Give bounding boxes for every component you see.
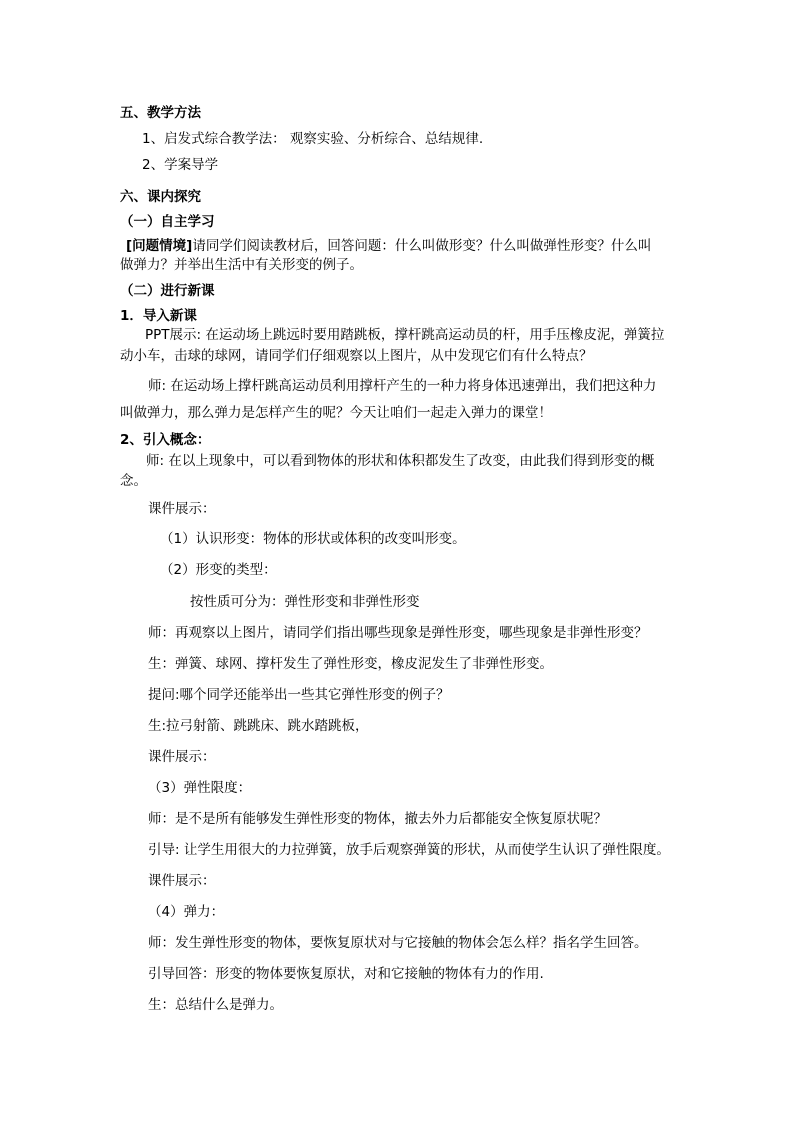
problem-context-text: 请同学们阅读教材后，回答问题：什么叫做形变？什么叫做弹性形变？什么叫: [192, 238, 652, 254]
teacher-intro-paragraph-cont: 叫做弹力，那么弹力是怎样产生的呢？今天让咱们一起走入弹力的课堂！: [120, 405, 552, 421]
teacher-question-2: 提问:哪个同学还能举出一些其它弹性形变的例子？: [148, 687, 450, 703]
deformation-types-text: 按性质可分为：弹性形变和非弹性形变: [190, 594, 420, 610]
teacher-concept-paragraph: 师: 在以上现象中，可以看到物体的形状和体积都发生了改变，由此我们得到形变的概: [146, 453, 655, 469]
student-answer-2: 生:拉弓射箭、跳跳床、跳水踏跳板，: [148, 718, 369, 734]
problem-context-paragraph: [126, 237, 651, 255]
problem-context-tag: [问题情境]: [126, 238, 193, 254]
teacher-concept-paragraph-cont: 念。: [120, 473, 147, 489]
concept-item-deformation: （1）认识形变：物体的形状或体积的改变叫形变。: [160, 531, 466, 547]
intro-lesson-heading: 1．导入新课: [120, 308, 197, 324]
concept-item-deformation-types: （2）形变的类型：: [160, 562, 277, 578]
guide-text-1: 引导: 让学生用很大的力拉弹簧，放手后观察弹簧的形状，从而使学生认识了弹性限度。: [148, 842, 670, 858]
teacher-intro-paragraph: 师: 在运动场上撑杆跳高运动员利用撑杆产生的一种力将身体迅速弹出，我们把这种力: [148, 378, 657, 394]
teaching-method-item-1: 1、启发式综合教学法： 观察实验、分析综合、总结规律.: [142, 131, 484, 147]
problem-context-text-cont: 做弹力？并举出生活中有关形变的例子。: [120, 257, 363, 273]
student-answer-1: 生：弹簧、球网、撑杆发生了弹性形变，橡皮泥发生了非弹性形变。: [148, 656, 553, 672]
concept-item-elastic-force: （4）弹力：: [148, 904, 225, 920]
concept-heading: 2、引入概念：: [120, 432, 211, 448]
teacher-question-1: 师：再观察以上图片，请同学们指出哪些现象是弹性形变，哪些现象是非弹性形变？: [148, 625, 648, 641]
teacher-question-4: 师：发生弹性形变的物体，要恢复原状对与它接触的物体会怎么样？指名学生回答。: [148, 935, 648, 951]
ppt-show-paragraph-cont: 动小车，击球的球网，请同学们仔细观察以上图片，从中发现它们有什么特点？: [120, 348, 593, 364]
courseware-show-label-3: 课件展示：: [148, 873, 216, 889]
self-study-heading: （一）自主学习: [120, 214, 215, 230]
teaching-method-item-2: 2、学案导学: [142, 157, 219, 173]
courseware-show-label-2: 课件展示：: [148, 749, 216, 765]
section-5-heading: 五、教学方法: [120, 105, 201, 121]
new-lesson-heading: （二）进行新课: [120, 283, 215, 299]
concept-item-elastic-limit: （3）弹性限度：: [148, 780, 252, 796]
teacher-question-3: 师：是不是所有能够发生弹性形变的物体，撤去外力后都能安全恢复原状呢？: [148, 811, 607, 827]
ppt-show-paragraph: PPT展示: 在运动场上跳远时要用踏跳板，撑杆跳高运动员的杆，用手压橡皮泥，弹簧拉: [145, 327, 665, 343]
guide-answer-text: 引导回答：形变的物体要恢复原状，对和它接触的物体有力的作用.: [148, 966, 544, 982]
student-answer-3: 生：总结什么是弹力。: [148, 997, 283, 1013]
section-6-heading: 六、课内探究: [120, 189, 201, 205]
courseware-show-label: 课件展示：: [148, 501, 216, 517]
